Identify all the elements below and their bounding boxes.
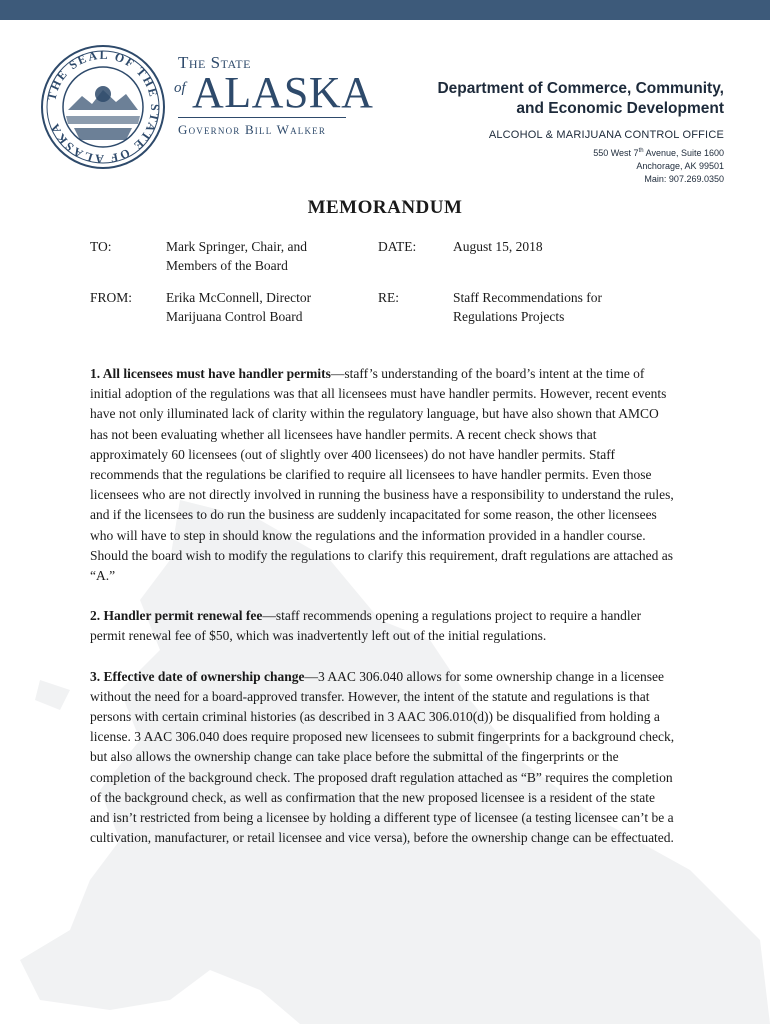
to-value: Mark Springer, Chair, and Members of the Board (166, 239, 308, 273)
department-block (437, 79, 724, 186)
governor-name: Governor Bill Walker (178, 122, 327, 137)
memo-body (90, 364, 676, 868)
item-paragraph: 2. Handler permit renewal fee—staff recommends opening a regulations project to require a handler permit renewal fee of $50, which was inadvertently left out of the initial regulations. (90, 608, 642, 644)
address-line-1: 550 West 7th Avenue, Suite 1600 (593, 148, 724, 158)
state-seal-icon (40, 44, 166, 170)
to-label: TO: (90, 239, 112, 254)
from-value: Erika McConnell, Director Marijuana Control Board (166, 290, 312, 324)
office-name: ALCOHOL & MARIJUANA CONTROL OFFICE (488, 129, 724, 141)
department-line-2: and Economic Development (516, 100, 724, 117)
date-value: August 15, 2018 (453, 239, 543, 254)
from-label: FROM: (90, 290, 133, 305)
department-line-1: Department of Commerce, Community, (437, 80, 724, 97)
state-wordmark (174, 53, 374, 117)
the-state-text: The State (178, 53, 251, 72)
item-paragraph: 1. All licensees must have handler permits—staff’s understanding of the board’s intent at the time of initial adoption of the regulations was that all licensees must have handler permits. However, recent events have not only illuminated lack of clarity within the regulatory language, but have also shown that AMCO has not been evaluating whether all licensees have handler permits. A recent check shows that approximately 60 licensees (out of slightly over 400 licensees) do not have handler permits. Staff recommends that the regulations be clarified to require all licensees to have handler permits. Even those licensees who are not directly involved in running the business have a responsibility to understand the rules, and if the licensees to do run the business are suddenly incapacitated for some reason, the other licensees who will have to step in should know the regulations and the information provided in a handler course. Should the board wish to modify the regulations to clarify this requirement, draft regulations are attached as “A.” (90, 366, 674, 584)
svg-text:THE SEAL OF THE STATE OF ALASK: THE SEAL OF THE STATE OF ALASKA (44, 47, 163, 167)
phone-number: Main: 907.269.0350 (644, 174, 724, 184)
governor-divider (178, 117, 346, 118)
re-label: RE: (378, 290, 400, 305)
address-line-2: Anchorage, AK 99501 (636, 161, 724, 171)
alaska-text: ALASKA (192, 68, 374, 117)
date-label: DATE: (378, 239, 417, 254)
re-value: Staff Recommendations for Regulations Projects (453, 290, 602, 324)
memo-title: MEMORANDUM (307, 197, 463, 218)
of-text: of (174, 80, 186, 96)
item-paragraph: 3. Effective date of ownership change—3 AAC 306.040 allows for some ownership change in a licensee without the need for a board-approved transfer. However, the intent of the statute and regulations is that persons with certain criminal histories (as described in 3 AAC 306.010(d)) be disqualified from holding a license. 3 AAC 306.040 does require proposed new licensees to submit fingerprints for a background check, but also allows the ownership change can take place before the submittal of the fingerprints or the completion of the background check. The proposed draft regulation attached as “B” requires the completion of the background check, as well as confirmation that the new proposed licensee is a resident of the state and isn’t restricted from being a licensee by holding a different type of licensee (a testing licensee can’t be a cultivation, manufacturer, or retail licensee and vice versa), before the ownership change can be effectuated. (90, 668, 675, 846)
